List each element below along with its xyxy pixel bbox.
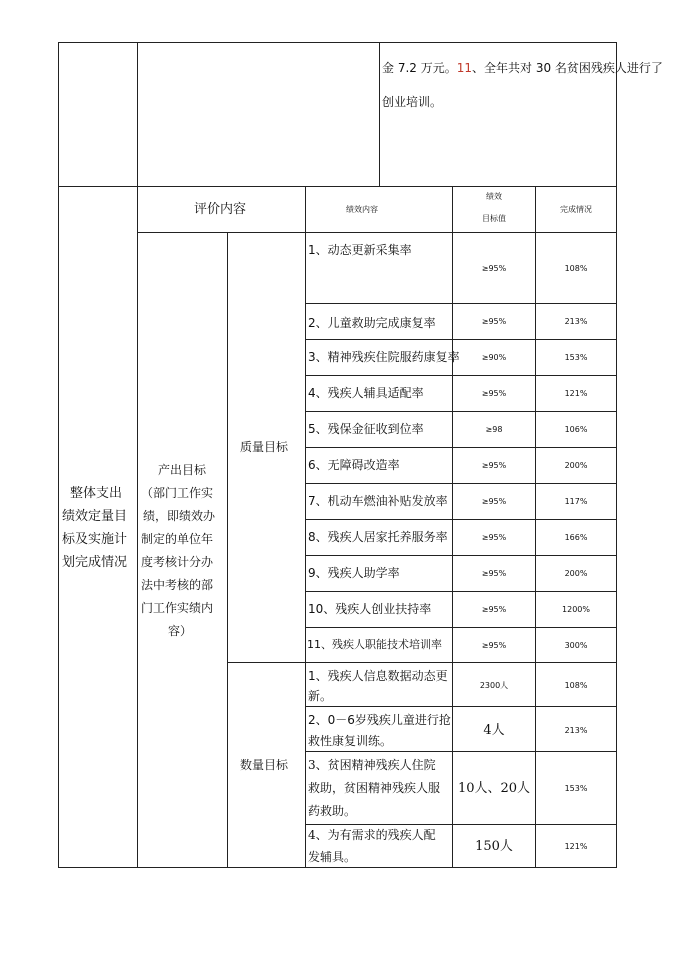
quality-row-8-target: ≥95%	[481, 533, 507, 542]
quality-row-11-target: ≥95%	[481, 641, 507, 650]
top-text-line2: 创业培训。	[382, 95, 443, 109]
output-label-line3: 绩，即绩效办	[143, 509, 216, 523]
header-perf-content: 绩效内容	[346, 205, 378, 214]
left-label-line2: 绩效定量目	[62, 509, 128, 524]
left-label-line1: 整体支出	[70, 486, 123, 501]
quality-row-7-target: ≥95%	[481, 497, 507, 506]
quality-row-1-content: 1、动态更新采集率	[308, 243, 412, 257]
quantity-row-4-result: 121%	[564, 842, 588, 851]
quality-row-8-content: 8、残疾人居家托养服务率	[308, 530, 448, 544]
quality-row-2-content: 2、儿童救助完成康复率	[308, 316, 436, 330]
quality-row-10-content: 10、残疾人创业扶持率	[308, 602, 432, 616]
quality-row-3-target: ≥90%	[481, 353, 507, 362]
quality-row-4-result: 121%	[564, 389, 588, 398]
output-label-line2: （部门工作实	[141, 486, 214, 500]
quantity-target-label: 数量目标	[240, 758, 289, 772]
header-target-line1: 绩效	[486, 192, 502, 201]
quantity-row-3-line2: 救助，贫困精神残疾人服	[308, 781, 441, 795]
quality-row-9-target: ≥95%	[481, 569, 507, 578]
quality-target-label: 质量目标	[240, 440, 289, 454]
output-label-line7: 门工作实绩内	[141, 601, 214, 615]
output-label-line5: 度考核计分办	[141, 555, 214, 569]
quality-row-4-target: ≥95%	[481, 389, 507, 398]
quantity-row-4-target: 150人	[475, 839, 513, 854]
quantity-row-2-line2: 救性康复训练。	[308, 734, 393, 748]
quantity-row-4-line1: 4、为有需求的残疾人配	[308, 828, 436, 842]
quality-row-1-result: 108%	[564, 264, 588, 273]
header-target-line2: 目标值	[482, 214, 506, 223]
quantity-row-1-line1: 1、残疾人信息数据动态更	[308, 669, 448, 683]
quantity-row-3-line3: 药救助。	[308, 804, 357, 818]
header-completion: 完成情况	[560, 205, 592, 214]
quality-row-11-content: 11、残疾人职能技术培训率	[307, 638, 442, 651]
quality-row-6-target: ≥95%	[481, 461, 507, 470]
quality-row-10-target: ≥95%	[481, 605, 507, 614]
quality-row-3-content: 3、精神残疾住院服药康复率	[308, 350, 460, 364]
left-label-line4: 划完成情况	[62, 555, 128, 570]
quality-row-9-result: 200%	[564, 569, 588, 578]
quality-row-8-result: 166%	[564, 533, 588, 542]
quantity-row-3-target: 10人、20人	[457, 781, 531, 796]
quantity-row-1-line2: 新。	[308, 689, 333, 703]
quality-row-5-content: 5、残保金征收到位率	[308, 422, 424, 436]
quality-row-7-result: 117%	[564, 497, 588, 506]
quantity-row-3-result: 153%	[564, 784, 588, 793]
left-label-line3: 标及实施计	[62, 532, 128, 547]
quantity-row-1-result: 108%	[564, 681, 588, 690]
quality-row-4-content: 4、残疾人辅具适配率	[308, 386, 424, 400]
top-text-line1: 金 7.2 万元。11、全年共对 30 名贫困残疾人进行了	[382, 61, 663, 75]
quantity-row-2-line1: 2、0－6岁残疾儿童进行抢	[308, 713, 451, 727]
quantity-row-1-target: 2300人	[479, 681, 509, 690]
quality-row-6-result: 200%	[564, 461, 588, 470]
quality-row-2-result: 213%	[564, 317, 588, 326]
output-label-line1: 产出目标	[158, 463, 207, 477]
quantity-row-2-target: 4人	[483, 723, 505, 738]
quality-row-11-result: 300%	[564, 641, 588, 650]
quality-row-6-content: 6、无障碍改造率	[308, 458, 400, 472]
header-eval-content: 评价内容	[194, 202, 247, 217]
quality-row-5-result: 106%	[564, 425, 588, 434]
quantity-row-4-line2: 发辅具。	[308, 850, 357, 864]
quantity-row-2-result: 213%	[564, 726, 588, 735]
quality-row-5-target: ≥98	[485, 425, 503, 434]
quantity-row-3-line1: 3、贫困精神残疾人住院	[308, 758, 436, 772]
output-label-line6: 法中考核的部	[141, 578, 214, 592]
quality-row-7-content: 7、机动车燃油补贴发放率	[308, 494, 448, 508]
quality-row-3-result: 153%	[564, 353, 588, 362]
quality-row-10-result: 1200%	[562, 605, 590, 614]
output-label-line4: 制定的单位年	[141, 532, 214, 546]
output-label-line8: 容）	[168, 624, 193, 638]
quality-row-2-target: ≥95%	[481, 317, 507, 326]
quality-row-1-target: ≥95%	[481, 264, 507, 273]
quality-row-9-content: 9、残疾人助学率	[308, 566, 400, 580]
